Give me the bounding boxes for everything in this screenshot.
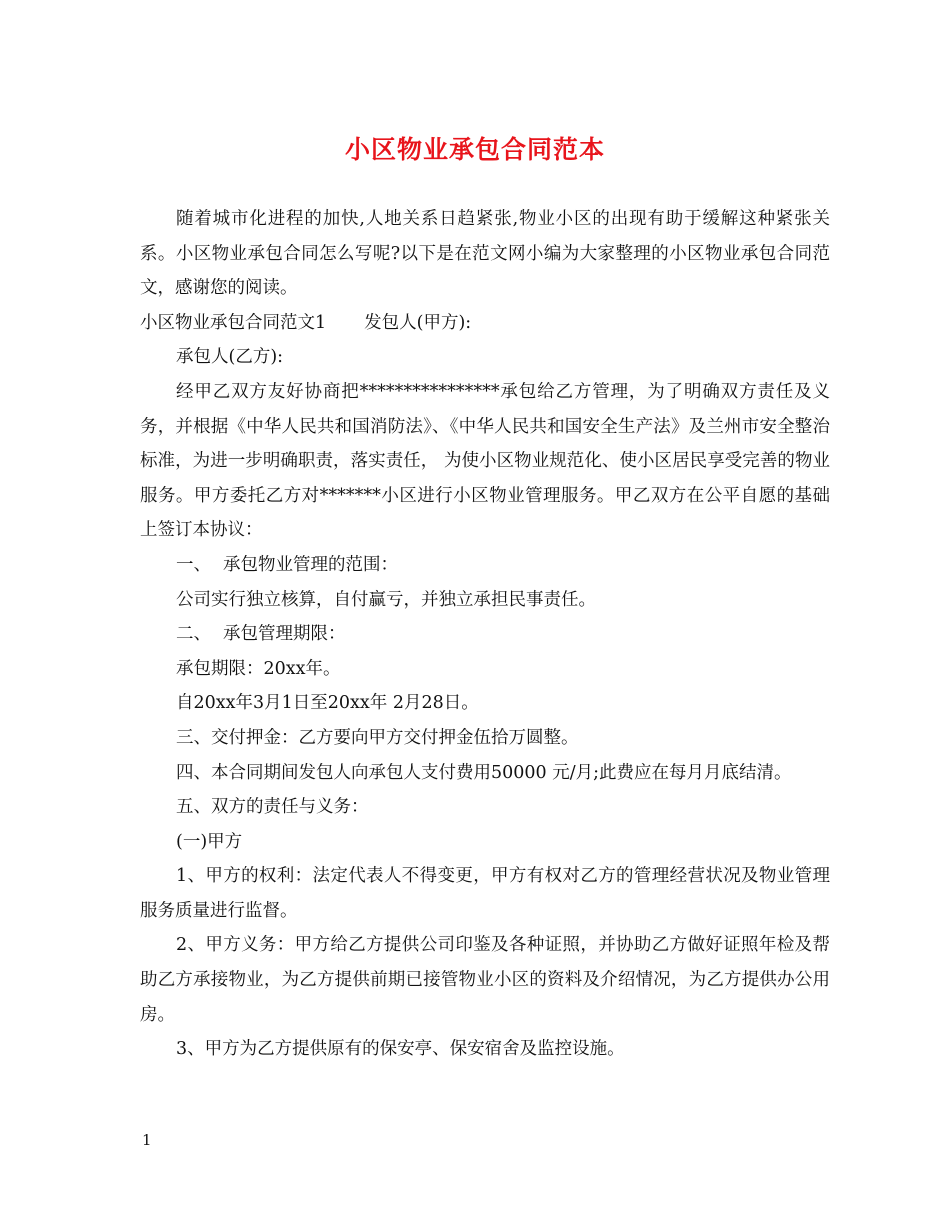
party-a-label: 发包人(甲方):	[364, 312, 472, 333]
sample-heading-line	[140, 306, 830, 341]
section-3-paragraph: 三、交付押金：乙方要向甲方交付押金伍拾万圆整。	[176, 727, 579, 748]
section-1-number: 一、	[176, 554, 211, 575]
section-2-title: 承包管理期限：	[223, 624, 346, 645]
agreement-paragraph: 经甲乙双方友好协商把****************承包给乙方管理，为了明确双方责任及义务，并根据《中华人民共和国消防法》、《中华人民共和国安全生产法》及兰州市安全整治标准，为进一步明确职责，落实责任， 为使小区物业规范化、使小区居民享受完善的物业服务。甲方委托乙方对*******小区进行小区物业管理服务。甲乙双方在公平自愿的基础上签订本协议：	[140, 381, 830, 541]
section-2-heading	[140, 617, 830, 652]
intro-paragraph: 随着城市化进程的加快,人地关系日趋紧张,物业小区的出现有助于缓解这种紧张关系。小区物业承包合同怎么写呢?以下是在范文网小编为大家整理的小区物业承包合同范文，感谢您的阅读。	[140, 209, 830, 299]
section-2-dates: 自20xx年3月1日至20xx年 2月28日。	[176, 693, 479, 714]
section-5-item-1: 1、甲方的权利：法定代表人不得变更，甲方有权对乙方的管理经营状况及物业管理服务质量进行监督。	[140, 866, 830, 921]
document-title: 小区物业承包合同范本	[344, 135, 605, 164]
section-5-heading: 五、双方的责任与义务：	[176, 797, 369, 818]
party-b-label: 承包人(乙方):	[176, 347, 284, 368]
section-5-item-2: 2、甲方义务：甲方给乙方提供公司印鉴及各种证照，并协助乙方做好证照年检及帮助乙方承接物业，为乙方提供前期已接管物业小区的资料及介绍情况，为乙方提供办公用房。	[140, 935, 830, 1025]
section-1-heading	[140, 548, 830, 583]
section-2-number: 二、	[176, 624, 211, 645]
section-4-paragraph: 四、本合同期间发包人向承包人支付费用50000 元/月;此费应在每月月底结清。	[176, 762, 792, 783]
section-1-body: 公司实行独立核算，自付赢亏，并独立承担民事责任。	[176, 589, 596, 610]
section-5-party-a-heading: (一)甲方	[176, 831, 243, 852]
document-body	[140, 202, 830, 1067]
section-2-term: 承包期限：20xx年。	[176, 658, 341, 679]
section-1-title: 承包物业管理的范围：	[223, 554, 398, 575]
page-number: 1	[142, 1131, 152, 1149]
section-5-item-3: 3、甲方为乙方提供原有的保安亭、保安宿舍及监控设施。	[176, 1039, 625, 1060]
sample-heading: 小区物业承包合同范文1	[140, 312, 327, 333]
